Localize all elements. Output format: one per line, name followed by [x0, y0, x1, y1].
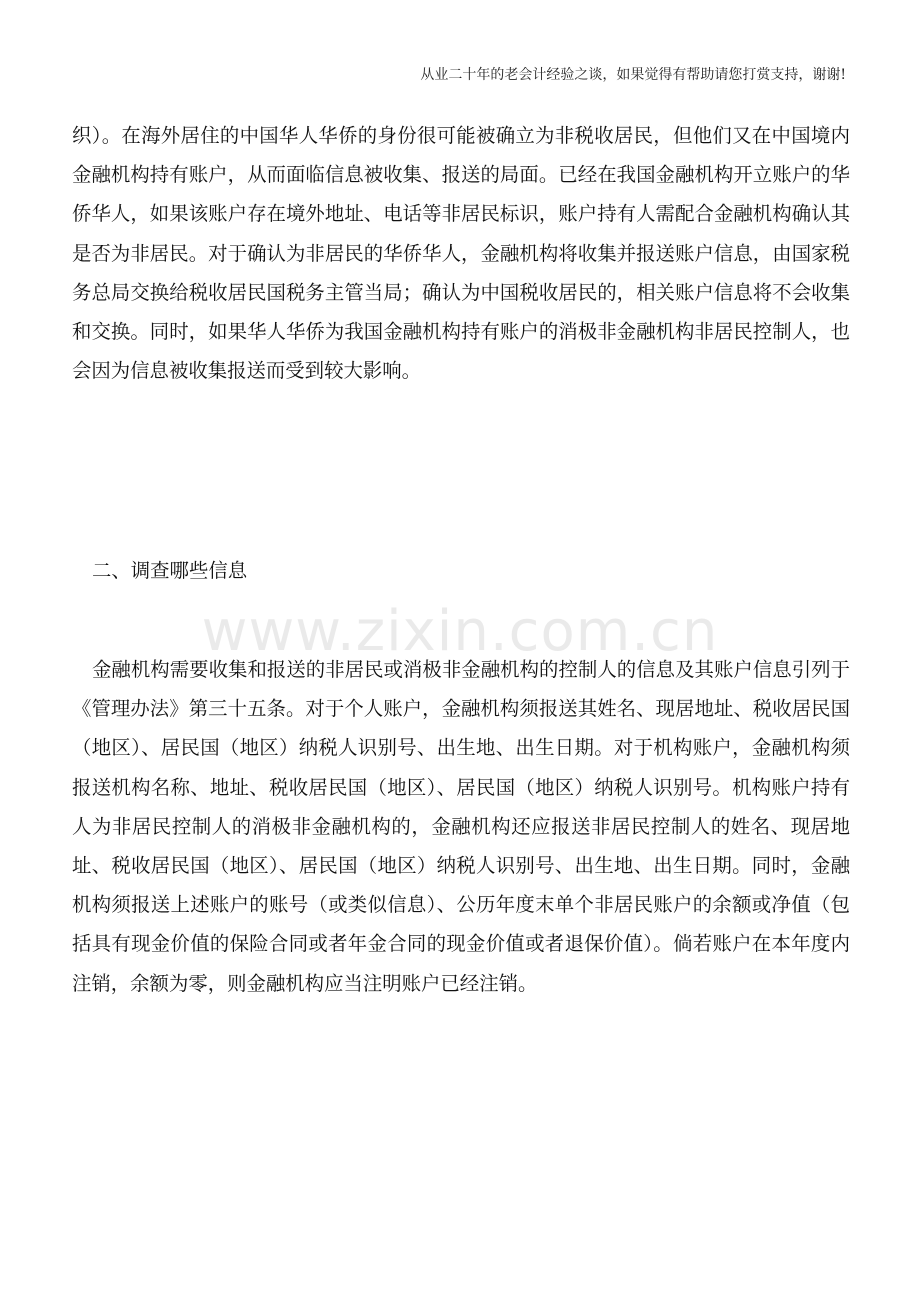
paragraph-information-collected: 金融机构需要收集和报送的非居民或消极非金融机构的控制人的信息及其账户信息引列于《管理办法》第三十五条。对于个人账户，金融机构须报送其姓名、现居地址、税收居民国（地区）、居民国（地区）纳税人识别号、出生地、出生日期。对于机构账户，金融机构须报送机构名称、地址、税收居民国（地区）、居民国（地区）纳税人识别号。机构账户持有人为非居民控制人的消极非金融机构的，金融机构还应报送非居民控制人的姓名、现居地址、税收居民国（地区）、居民国（地区）纳税人识别号、出生地、出生日期。同时，金融机构须报送上述账户的账号（或类似信息）、公历年度末单个非居民账户的余额或净值（包括具有现金价值的保险合同或者年金合同的现金价值或者退保价值）。倘若账户在本年度内注销，余额为零，则金融机构应当注明账户已经注销。	[72, 658, 850, 995]
paragraph-overseas-chinese: 织）。在海外居住的中国华人华侨的身份很可能被确立为非税收居民，但他们又在中国境内金融机构持有账户，从而面临信息被收集、报送的局面。已经在我国金融机构开立账户的华侨华人，如果该账户存在境外地址、电话等非居民标识，账户持有人需配合金融机构确认其是否为非居民。对于确认为非居民的华侨华人，金融机构将收集并报送账户信息，由国家税务总局交换给税收居民国税务主管当局；确认为中国税收居民的，相关账户信息将不会收集和交换。同时，如果华人华侨为我国金融机构持有账户的消极非金融机构非居民控制人，也会因为信息被收集报送而受到较大影响。	[72, 124, 850, 383]
watermark: www.zixin.com.cn	[201, 599, 719, 664]
section-heading: 二、调查哪些信息	[92, 559, 248, 582]
header-note: 从业二十年的老会计经验之谈，如果觉得有帮助请您打赏支持，谢谢!	[420, 67, 846, 83]
